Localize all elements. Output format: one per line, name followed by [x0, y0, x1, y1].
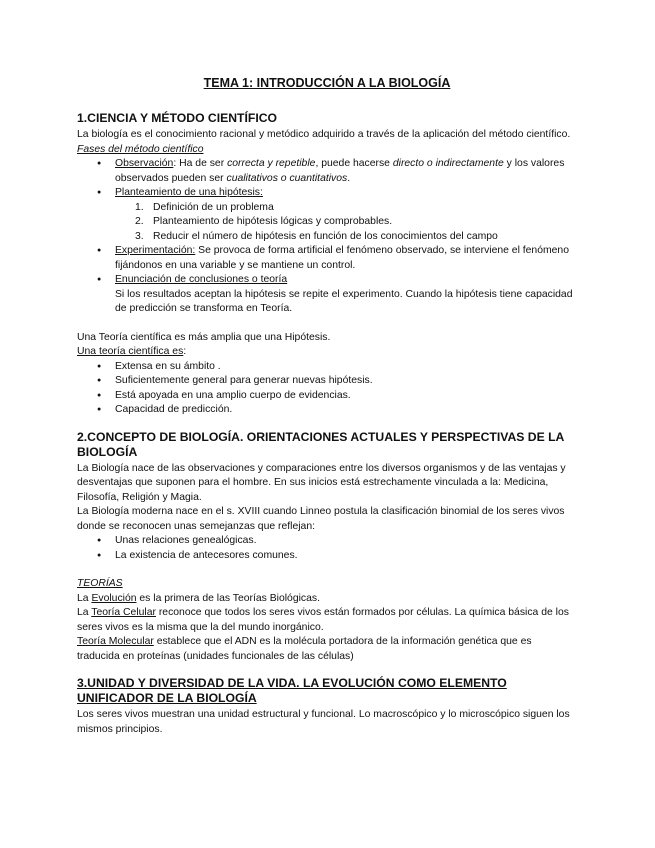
- text-span: y los valores observados pueden ser: [115, 158, 565, 184]
- section-3-paragraph-1: Los seres vivos muestran una unidad estructural y funcional. Lo macroscópico y lo microscópico siguen los mismos principios.: [77, 709, 570, 735]
- text-span: La: [77, 607, 92, 618]
- teoria-list: [77, 360, 577, 418]
- list-number: 3.: [135, 230, 144, 242]
- text-span: establece que el ADN es la molécula portadora de la información genética que es traducida en proteínas (unidades funcionales de las células): [77, 636, 532, 662]
- section-2-paragraph-1: La Biología nace de las observaciones y comparaciones entre los diversos organismos y de las ventajas y desventajas que suponen para el hombre. En sus inicios está estrechamente vinculada a la: Medicina, Filosofía, Religión y Magia.: [77, 462, 566, 503]
- teoria-amplia: Una Teoría científica es más amplia que una Hipótesis.: [77, 331, 331, 343]
- list-item: [135, 215, 577, 230]
- text-span: Se provoca de forma artificial el fenómeno observado, se interviene el fenómeno fijándonos en una variable y se mantiene un control.: [115, 245, 569, 271]
- list-item: [115, 244, 577, 273]
- fases-label: Fases del método científico: [77, 143, 204, 155]
- section-2-heading: 2.CONCEPTO DE BIOLOGÍA. ORIENTACIONES ACTUALES Y PERSPECTIVAS DE LA BIOLOGÍA: [77, 429, 564, 459]
- hipotesis-label: Planteamiento de una hipótesis:: [115, 187, 263, 198]
- list-item: ● Capacidad de predicción.: [115, 403, 577, 418]
- evolucion-paragraph: [77, 592, 577, 607]
- list-text: Planteamiento de hipótesis lógicas y comprobables.: [153, 216, 393, 227]
- teoria-es-label: Una teoría científica es: [77, 346, 184, 357]
- list-item: ● Está apoyada en una amplio cuerpo de evidencias.: [115, 389, 577, 404]
- text-span: reconoce que todos los seres vivos están formados por células. La química básica de los seres vivos es la misma que la del mundo inorgánico.: [77, 607, 569, 633]
- list-number: 2.: [135, 216, 144, 227]
- observacion-term: Observación: [115, 158, 174, 169]
- list-text: Definición de un problema: [153, 201, 274, 213]
- list-item: [135, 201, 577, 216]
- page-title: TEMA 1: INTRODUCCIÓN A LA BIOLOGÍA: [203, 76, 451, 90]
- linneo-list: [77, 534, 577, 563]
- list-item: [115, 273, 577, 317]
- text-span: , puede hacerse: [315, 158, 393, 169]
- list-item: ● Extensa en su ámbito .: [115, 360, 577, 375]
- text-span: cualitativos o cuantitativos: [226, 172, 348, 184]
- list-item: ● La existencia de antecesores comunes.: [115, 549, 577, 564]
- document-body: [77, 76, 577, 737]
- teorias-label: TEORÍAS: [77, 578, 123, 589]
- teoria-molecular-term: Teoría Molecular: [77, 636, 154, 647]
- text-span: :: [183, 346, 187, 357]
- list-item: [115, 157, 577, 186]
- teoria-es-line: [77, 345, 577, 360]
- molecular-paragraph: [77, 635, 577, 664]
- section-3-heading: 3.UNIDAD Y DIVERSIDAD DE LA VIDA. LA EVOLUCIÓN COMO ELEMENTO UNIFICADOR DE LA BIOLOGÍA: [77, 676, 507, 705]
- section-1-intro: La biología es el conocimiento racional y metódico adquirido a través de la aplicación del método científico.: [77, 129, 571, 140]
- enunciacion-label: Enunciación de conclusiones o teoría: [115, 274, 288, 285]
- enunciacion-text: Si los resultados aceptan la hipótesis se repite el experimento. Cuando la hipótesis tiene capacidad de predicción se transforma en Teoría.: [115, 288, 573, 314]
- text-span: .: [347, 172, 351, 184]
- list-text: Reducir el número de hipótesis en función de los conocimientos del campo: [153, 230, 498, 242]
- experimentacion-term: Experimentación:: [115, 245, 196, 256]
- list-item: [135, 230, 577, 245]
- fases-list: [77, 157, 577, 201]
- evolucion-term: Evolución: [91, 592, 137, 604]
- text-span: correcta y repetible: [227, 158, 316, 169]
- list-item: ● Unas relaciones genealógicas.: [115, 534, 577, 549]
- list-item: [115, 186, 577, 201]
- celular-paragraph: [77, 606, 577, 635]
- section-1-heading: 1.CIENCIA Y MÉTODO CIENTÍFICO: [77, 111, 277, 125]
- text-span: es la primera de las Teorías Biológicas.: [136, 592, 320, 604]
- teoria-celular-term: Teoría Celular: [91, 607, 156, 618]
- list-number: 1.: [135, 201, 144, 213]
- section-2-paragraph-2: La Biología moderna nace en el s. XVIII cuando Linneo postula la clasificación binomial de los seres vivos donde se reconocen unas semejanzas que reflejan:: [77, 506, 565, 532]
- text-span: La: [77, 592, 92, 604]
- list-item: ● Suficientemente general para generar nuevas hipótesis.: [115, 374, 577, 389]
- hipotesis-steps: [77, 201, 577, 245]
- fases-list-continued: [77, 244, 577, 317]
- text-span: : Ha de ser: [173, 158, 228, 169]
- text-span: directo o indirectamente: [392, 158, 504, 169]
